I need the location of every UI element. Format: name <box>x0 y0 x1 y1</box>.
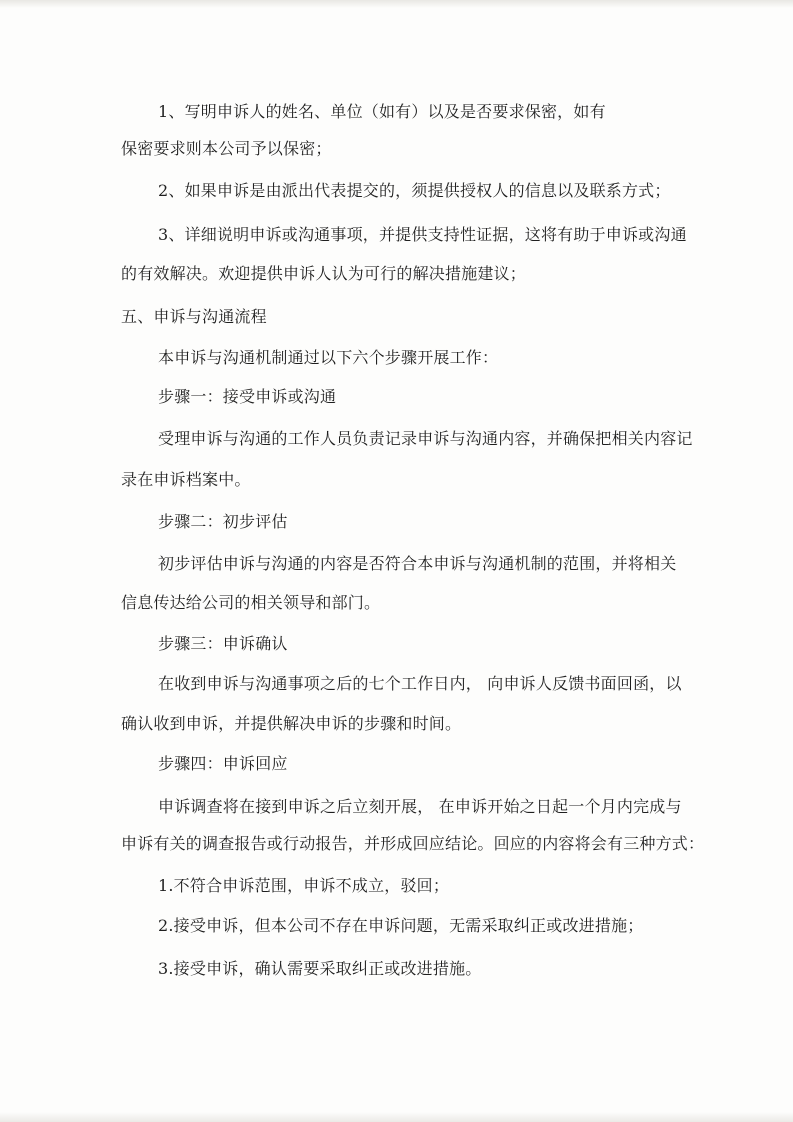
paragraph-line: 1、写明申诉人的姓名、单位（如有）以及是否要求保密，如有 <box>158 102 606 121</box>
paragraph-line: 初步评估申诉与沟通的内容是否符合本申诉与沟通机制的范围，并将相关 <box>158 554 677 573</box>
paragraph-line: 申诉有关的调查报告或行动报告，并形成回应结论。回应的内容将会有三种方式： <box>121 834 705 853</box>
paragraph-line: 录在申诉档案中。 <box>121 470 251 489</box>
step-heading: 步骤一：接受申诉或沟通 <box>158 387 337 406</box>
paragraph-line: 2、如果申诉是由派出代表提交的，须提供授权人的信息以及联系方式； <box>158 181 671 200</box>
list-item: 2.接受申诉，但本公司不存在申诉问题，无需采取纠正或改进措施； <box>158 916 644 935</box>
paragraph-line: 3、详细说明申诉或沟通事项，并提供支持性证据，这将有助于申诉或沟通 <box>158 225 687 244</box>
list-item: 3.接受申诉，确认需要采取纠正或改进措施。 <box>158 959 482 978</box>
list-item: 1.不符合申诉范围，申诉不成立，驳回； <box>158 876 450 895</box>
scan-edge-bottom <box>0 1112 793 1122</box>
step-heading: 步骤四：申诉回应 <box>158 754 288 773</box>
paragraph-line: 保密要求则本公司予以保密； <box>121 139 332 158</box>
paragraph-line: 受理申诉与沟通的工作人员负责记录申诉与沟通内容，并确保把相关内容记 <box>158 429 693 448</box>
paragraph-line: 确认收到申诉，并提供解决申诉的步骤和时间。 <box>121 714 462 733</box>
paragraph-line: 信息传达给公司的相关领导和部门。 <box>121 593 381 612</box>
scan-edge-top <box>0 0 793 8</box>
paragraph-line: 本申诉与沟通机制通过以下六个步骤开展工作： <box>158 348 499 367</box>
section-heading: 五、申诉与沟通流程 <box>121 307 267 326</box>
paragraph-line: 的有效解决。欢迎提供申诉人认为可行的解决措施建议； <box>121 264 527 283</box>
paragraph-line: 在收到申诉与沟通事项之后的七个工作日内， 向申诉人反馈书面回函，以 <box>158 674 682 693</box>
paragraph-line: 申诉调查将在接到申诉之后立刻开展， 在申诉开始之日起一个月内完成与 <box>158 797 682 816</box>
step-heading: 步骤三：申诉确认 <box>158 634 288 653</box>
step-heading: 步骤二：初步评估 <box>158 512 288 531</box>
